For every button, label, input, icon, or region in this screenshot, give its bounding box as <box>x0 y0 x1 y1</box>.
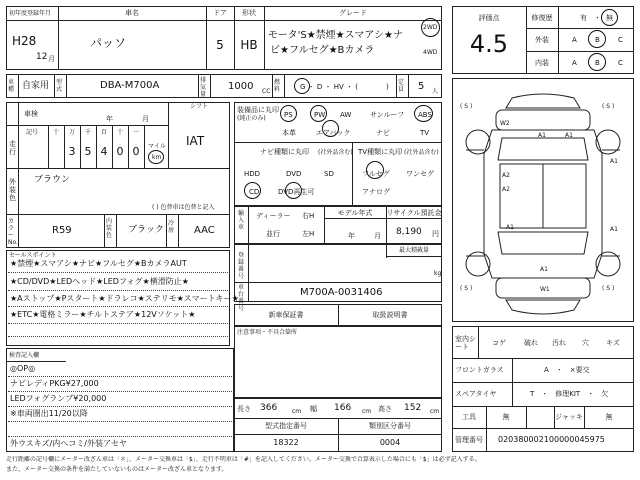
mgmt-number: 020380002100000045975 <box>498 435 605 444</box>
svg-text:( S ): ( S ) <box>602 285 615 292</box>
equip-pw: PW <box>314 111 326 119</box>
color-no: R59 <box>52 225 72 236</box>
inspection-label: 車検 <box>24 110 38 118</box>
equip-abs-circle <box>414 105 433 122</box>
recycle-label: リサイクル預託金 <box>386 209 442 217</box>
spec-div <box>18 74 19 98</box>
payload-label: 最大積載量 <box>398 247 429 254</box>
spare-tire-label: スペアタイヤ <box>455 390 497 398</box>
equip-airbag-circle <box>322 120 339 137</box>
ac-label: 冷房 <box>168 220 175 234</box>
navi-cd: CD <box>249 188 260 196</box>
spec-div <box>408 74 409 98</box>
insp-rule <box>8 421 232 422</box>
displacement: 1000 <box>228 81 254 92</box>
navi-sd: SD <box>324 170 334 178</box>
rating-div <box>558 6 559 74</box>
equip-hdiv <box>234 142 442 143</box>
odo-div <box>48 125 49 168</box>
inspection-year-unit: 年 <box>106 115 113 123</box>
equip-sunroof: サンルーフ <box>370 111 405 119</box>
import-right-h: 右H <box>302 212 315 220</box>
repair-no: 無 <box>606 14 613 22</box>
sales-points-label: セールスポイント <box>9 252 57 259</box>
grade-line-2: ビ★フルセグ★Bカメラ <box>270 45 375 56</box>
sales-point-line: ★禁煙★スマアシ★ナビ★フルセグ★BカメラAUT <box>10 259 187 267</box>
color-change-note: ( ) 色替車は色替と記入 <box>152 204 215 211</box>
sales-rule <box>8 336 228 337</box>
interior-color: ブラック <box>128 225 164 235</box>
spec-div <box>198 74 199 98</box>
int-grade-a: A <box>572 59 577 67</box>
damage-mark: A1 <box>506 224 514 231</box>
odo-digit: 3 <box>68 145 76 158</box>
interior-grade-label: 内装 <box>535 59 549 67</box>
equipment-sub: (純正のみ) <box>237 115 266 122</box>
reg-hdiv <box>386 256 442 257</box>
equip-ps-circle <box>280 105 297 122</box>
seat-opt: 破れ <box>524 339 538 347</box>
left-div <box>168 102 169 168</box>
height-label: 高さ <box>378 405 392 413</box>
import-dealer: ディーラー <box>256 212 291 220</box>
car-name: パッソ <box>90 36 127 50</box>
model-code: DBA-M700A <box>100 80 160 91</box>
inspector-line: 外ウスキズ/内ヘコミ/外装アセヤ <box>10 439 127 448</box>
tools-label: 工具 <box>462 413 476 421</box>
seat-label: 室内シート <box>455 335 476 351</box>
odo-div <box>144 125 145 168</box>
windshield-label: フロントガラス <box>455 366 504 374</box>
footer-note-2: また、メーター交換の条件を満たしていないものはメーター改ざん車となります。 <box>6 466 228 473</box>
ri-hdiv <box>452 406 634 407</box>
imp-hdiv <box>324 218 442 219</box>
inspection-month-unit: 月 <box>142 115 149 123</box>
rating-hdiv <box>526 51 634 52</box>
seat-opt: コゲ <box>492 339 506 347</box>
svg-text:( S ): ( S ) <box>460 285 473 292</box>
import-parallel: 並行 <box>266 230 280 238</box>
warranty-label: 新車保証書 <box>268 311 304 319</box>
ri-vdiv <box>512 358 513 406</box>
tv-type-title: TV種類に丸印 <box>358 148 403 156</box>
int-grade-c: C <box>618 59 623 67</box>
odo-digit: 5 <box>84 145 92 158</box>
color-div <box>104 214 105 248</box>
sales-point-line: ★ETC★電格ミラー★チルトステア★12Vソケット★ <box>10 310 196 319</box>
sales-rule <box>8 323 228 324</box>
notes-label: 注意事項・不具合箇所 <box>237 329 298 336</box>
svg-text:( S ): ( S ) <box>602 103 615 110</box>
footer-note-1: 走行距離の記号欄にメーター改ざん車は「＊」、メーター交換車は「$」、走行不明車は「#」を記入してください。メーター交換で合算表示した場合にも「$」は必ず記入する。 <box>6 456 481 463</box>
sales-rule <box>8 306 228 307</box>
shift-value: IAT <box>186 134 205 148</box>
tv-fullseg-circle <box>366 161 384 179</box>
seat-opt: 穴 <box>582 339 589 347</box>
equip-leather: 本革 <box>282 129 296 137</box>
exterior-grade-label: 外装 <box>535 36 549 44</box>
navi-dvd-play: DVD再生可 <box>278 188 315 196</box>
chassis-label: 車台番号 <box>238 284 245 312</box>
repair-yes: 有 <box>580 14 587 22</box>
fuel-selected-circle <box>294 78 310 94</box>
length-cm: cm <box>292 408 302 415</box>
equipment-title: 装備品に丸印 <box>237 106 279 114</box>
length-label: 長さ <box>237 405 251 413</box>
model-year-unit: 年 <box>348 232 355 240</box>
damage-mark: A1 <box>565 132 573 139</box>
odo-unit: 万 <box>69 129 76 136</box>
odo-digit: 4 <box>100 145 108 158</box>
tv-type-sub: (社外品含む) <box>404 149 439 156</box>
rating-label: 評価点 <box>478 14 500 22</box>
svg-text:( S ): ( S ) <box>460 103 473 110</box>
inspector-line: LEDフォグランプ¥20,000 <box>10 394 107 403</box>
car-type-label: 車種 <box>8 79 15 93</box>
jack-label: ジャッキ <box>555 413 583 421</box>
sales-rule <box>8 290 228 291</box>
ext-grade-circle <box>588 30 606 48</box>
notes-box <box>234 326 442 398</box>
car-type: 自家用 <box>22 81 50 91</box>
km-unit: km <box>152 154 162 161</box>
damage-mark: A2 <box>502 172 510 179</box>
color-no-label: カラーNo. <box>8 218 18 246</box>
color-div <box>116 214 117 248</box>
navi-cd-circle <box>244 182 261 199</box>
recycle-amount: 8,190 <box>396 227 422 237</box>
rating-hdiv <box>526 28 634 29</box>
ext-grade-b: B <box>595 36 600 44</box>
class-no: 0004 <box>379 438 401 447</box>
ext-grade-c: C <box>618 36 623 44</box>
seat-opt: 汚れ <box>552 339 566 347</box>
model-month-unit: 月 <box>374 232 381 240</box>
payload-kg: kg <box>434 270 442 277</box>
height-value: 152 <box>404 403 422 413</box>
odo-digit: 0 <box>116 145 124 158</box>
interior-color-label: 内装色 <box>106 218 113 239</box>
tv-fullseg: フルセグ <box>362 170 390 178</box>
ri-hdiv <box>452 358 634 359</box>
tv-analog: アナログ <box>362 188 390 196</box>
repair-sep: ・ <box>594 14 601 22</box>
left-div <box>18 102 19 248</box>
damage-mark: A1 <box>610 226 618 233</box>
spec-div <box>54 74 55 98</box>
door-label: ドア <box>213 9 227 17</box>
capacity-label: 定員 <box>398 79 405 93</box>
equip-abs: ABS <box>418 111 432 119</box>
damage-mark: W2 <box>500 120 510 127</box>
km-circle <box>148 150 164 164</box>
int-grade-circle <box>588 53 606 71</box>
navi-dvd: DVD <box>286 170 302 178</box>
drive-2wd: 2WD <box>423 24 438 31</box>
odo-unit: 十 <box>117 129 124 136</box>
insp-hdiv <box>6 361 66 362</box>
ac-type: AAC <box>194 225 215 236</box>
damage-mark: A1 <box>610 158 618 165</box>
navi-type-title: ナビ種類に丸印 <box>260 148 309 156</box>
odo-unit: 千 <box>85 129 92 136</box>
mileage-label: 走行 <box>9 140 16 156</box>
odo-digit: 0 <box>132 145 140 158</box>
odo-unit: 十 <box>53 129 60 136</box>
mile-unit: マイル <box>148 143 166 150</box>
ri-hdiv <box>452 382 634 383</box>
equip-aw: AW <box>340 111 352 119</box>
mileage-code-label: 記号 <box>26 129 39 136</box>
navi-dvd-play-circle <box>285 182 302 199</box>
chassis-number: M700A-0031406 <box>300 287 383 298</box>
repair-no-circle <box>601 9 618 26</box>
header-divider <box>6 20 442 21</box>
reg-date-label: 初年度登録年月 <box>9 10 52 17</box>
jack-value: 無 <box>605 413 613 421</box>
fuel-options: G ・ D ・ HV ・ ( ) <box>300 83 389 91</box>
displacement-label: 排気量 <box>200 77 207 98</box>
height-cm: cm <box>430 408 440 415</box>
model-label: 型式 <box>56 79 63 93</box>
left-hdiv <box>6 214 230 215</box>
damage-mark: W1 <box>540 286 550 293</box>
exterior-color: ブラウン <box>34 175 71 185</box>
width-value: 166 <box>334 403 352 413</box>
insp-rule <box>8 391 232 392</box>
recycle-yen: 円 <box>432 230 439 238</box>
width-label: 幅 <box>310 405 317 413</box>
spec-div <box>66 74 67 98</box>
length-value: 366 <box>260 403 278 413</box>
tools-value: 無 <box>502 413 510 421</box>
exterior-color-label: 外装色 <box>9 178 16 202</box>
damage-mark: A2 <box>502 186 510 193</box>
import-label: 輸入車 <box>238 210 245 231</box>
sales-point-line: ★Aストップ★Pスタート★ドラレコ★ステリモ★スマートキー★ <box>10 294 239 303</box>
capacity-unit: 人 <box>432 88 439 95</box>
color-div <box>178 214 179 248</box>
car-name-label: 車名 <box>125 9 139 17</box>
odo-unit: 一 <box>133 129 140 136</box>
cc-unit: CC <box>262 88 271 95</box>
inspector-line: ◎OP◎ <box>10 364 36 373</box>
spare-tire-opts: T ・ 修理KIT ・ 欠 <box>530 390 609 398</box>
imp-div <box>248 206 249 244</box>
insp-rule <box>8 376 232 377</box>
ri-vdiv <box>526 406 527 428</box>
navi-type-sub: (社外品含む) <box>318 149 353 156</box>
insp-rule <box>8 406 232 407</box>
import-left-h: 左H <box>302 230 315 238</box>
spec-div <box>396 74 397 98</box>
equip-navi: ナビ <box>376 129 390 137</box>
ri-vdiv <box>478 326 479 358</box>
manual-label: 取扱説明書 <box>372 311 408 319</box>
shape-label: 形状 <box>242 9 256 17</box>
equip-tv: TV <box>420 129 430 137</box>
spec-div <box>210 74 211 98</box>
grade-label: グレード <box>339 9 367 17</box>
int-grade-b: B <box>595 59 600 67</box>
sales-point-line: ★CD/DVD★LEDヘッド★LEDフォグ★横滑防止★ <box>10 277 189 286</box>
body-shape: HB <box>240 38 258 52</box>
navi-hdd: HDD <box>244 170 261 178</box>
capacity: 5 <box>418 81 425 92</box>
width-cm: cm <box>362 408 372 415</box>
door-count: 5 <box>216 38 224 52</box>
fuel-label: 燃料 <box>274 79 281 93</box>
equip-pw-circle <box>310 105 327 122</box>
class-no-label: 類別区分番号 <box>369 422 411 430</box>
reg-number-label: 登録番号 <box>238 252 245 280</box>
windshield-opts: A ・ ×要交 <box>544 366 590 374</box>
rating-score: 4.5 <box>469 30 509 58</box>
spec-div <box>284 74 285 98</box>
seat-opt: キズ <box>606 339 620 347</box>
insp-rule <box>8 436 232 437</box>
damage-mark: A1 <box>540 266 548 273</box>
spec-div <box>272 74 273 98</box>
tv-oneseg: ワンセグ <box>406 170 434 178</box>
shift-label: シフト <box>190 103 209 110</box>
reg-month-unit: 月 <box>48 55 55 63</box>
odo-unit: 百 <box>101 129 108 136</box>
damage-mark: A1 <box>538 132 546 139</box>
equip-ps: PS <box>284 111 293 119</box>
inspector-label: 検査記入欄 <box>9 352 40 359</box>
reg-div <box>248 244 249 302</box>
ext-grade-a: A <box>572 36 577 44</box>
sales-rule <box>8 272 228 273</box>
reg-hdiv <box>234 282 442 283</box>
reg-era: H28 <box>12 34 37 48</box>
inspector-line: ※車両圏出11/20以降 <box>10 409 88 418</box>
inspector-line: ナビレディPKG¥27,000 <box>10 379 99 388</box>
model-year-label: モデル年式 <box>337 209 373 217</box>
grade-line-1: モータ'S★禁煙★スマアシ★ナ <box>268 30 403 41</box>
reg-month: 12 <box>36 52 48 62</box>
type-no-label: 型式指定番号 <box>265 422 307 430</box>
type-no: 18322 <box>273 438 299 447</box>
ri-hdiv <box>452 428 634 429</box>
equip-airbag: エアバック <box>316 129 351 137</box>
mgmt-label: 管理番号 <box>455 436 483 444</box>
repair-label: 修復歴 <box>531 14 553 22</box>
drive-4wd: 4WD <box>423 49 438 56</box>
left-hdiv <box>6 168 230 169</box>
color-div <box>166 214 167 248</box>
